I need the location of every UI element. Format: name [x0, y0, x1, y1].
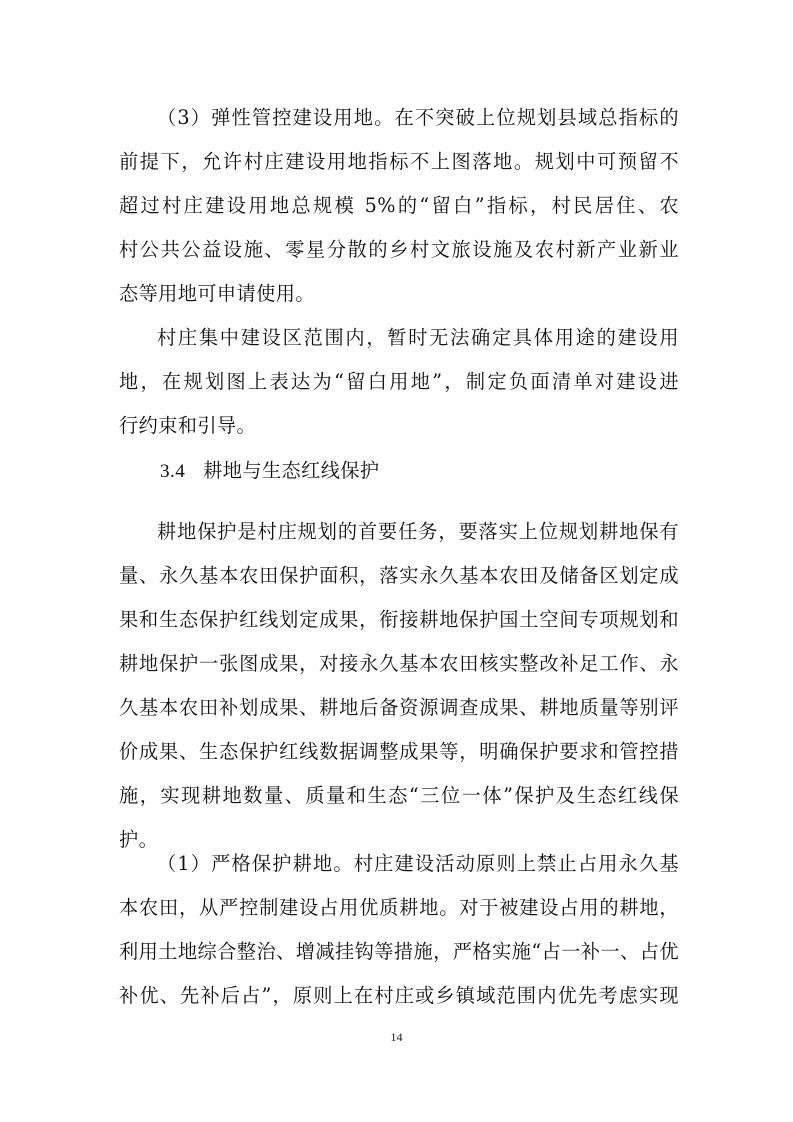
- text-line: 果和生态保护红线划定成果，衔接耕地保护国土空间专项规划和: [119, 608, 679, 631]
- text-line: 本农田，从严控制建设占用优质耕地。对于被建设占用的耕地，: [119, 896, 679, 919]
- text-line: 利用土地综合整治、增减挂钩等措施，严格实施“占一补一、占优: [119, 940, 679, 963]
- text-line: （1）严格保护耕地。村庄建设活动原则上禁止占用永久基: [157, 852, 679, 875]
- text-line: 村庄集中建设区范围内，暂时无法确定具体用途的建设用: [157, 326, 679, 349]
- text-line: 前提下，允许村庄建设用地指标不上图落地。规划中可预留不: [119, 150, 679, 173]
- text-line: 量、永久基本农田保护面积，落实永久基本农田及储备区划定成: [119, 564, 679, 587]
- paragraph-farmland-protection: [119, 510, 679, 862]
- paragraph-flexible-control: [119, 96, 679, 316]
- section-title: 耕地与生态红线保护: [203, 459, 380, 482]
- text-line: 耕地保护是村庄规划的首要任务，要落实上位规划耕地保有: [157, 520, 679, 543]
- text-line: 地，在规划图上表达为“留白用地”，制定负面清单对建设进: [119, 370, 679, 393]
- text-line: 耕地保护一张图成果，对接永久基本农田核实整改补足工作、永: [119, 652, 679, 675]
- text-line: 超过村庄建设用地总规模 5%的“留白”指标，村民居住、农: [119, 194, 679, 217]
- text-line: 行约束和引导。: [119, 414, 257, 437]
- text-line: 态等用地可申请使用。: [119, 282, 315, 305]
- section-heading: [160, 455, 379, 488]
- text-line: 护。: [119, 828, 159, 851]
- text-line: 补优、先补后占”，原则上在村庄或乡镇域范围内优先考虑实现: [119, 984, 679, 1007]
- page-number: 14: [390, 1030, 403, 1044]
- text-line: 久基本农田补划成果、耕地后备资源调查成果、耕地质量等别评: [119, 696, 679, 719]
- section-number: 3.4: [160, 461, 186, 482]
- text-line: 村公共公益设施、零星分散的乡村文旅设施及农村新产业新业: [119, 238, 679, 261]
- text-line: （3）弹性管控建设用地。在不突破上位规划县域总指标的: [157, 106, 679, 129]
- paragraph-strict-farmland: [119, 842, 679, 1018]
- text-line: 施，实现耕地数量、质量和生态“三位一体”保护及生态红线保: [119, 784, 679, 807]
- paragraph-reserved-land: [119, 316, 679, 448]
- text-line: 价成果、生态保护红线数据调整成果等，明确保护要求和管控措: [119, 740, 679, 763]
